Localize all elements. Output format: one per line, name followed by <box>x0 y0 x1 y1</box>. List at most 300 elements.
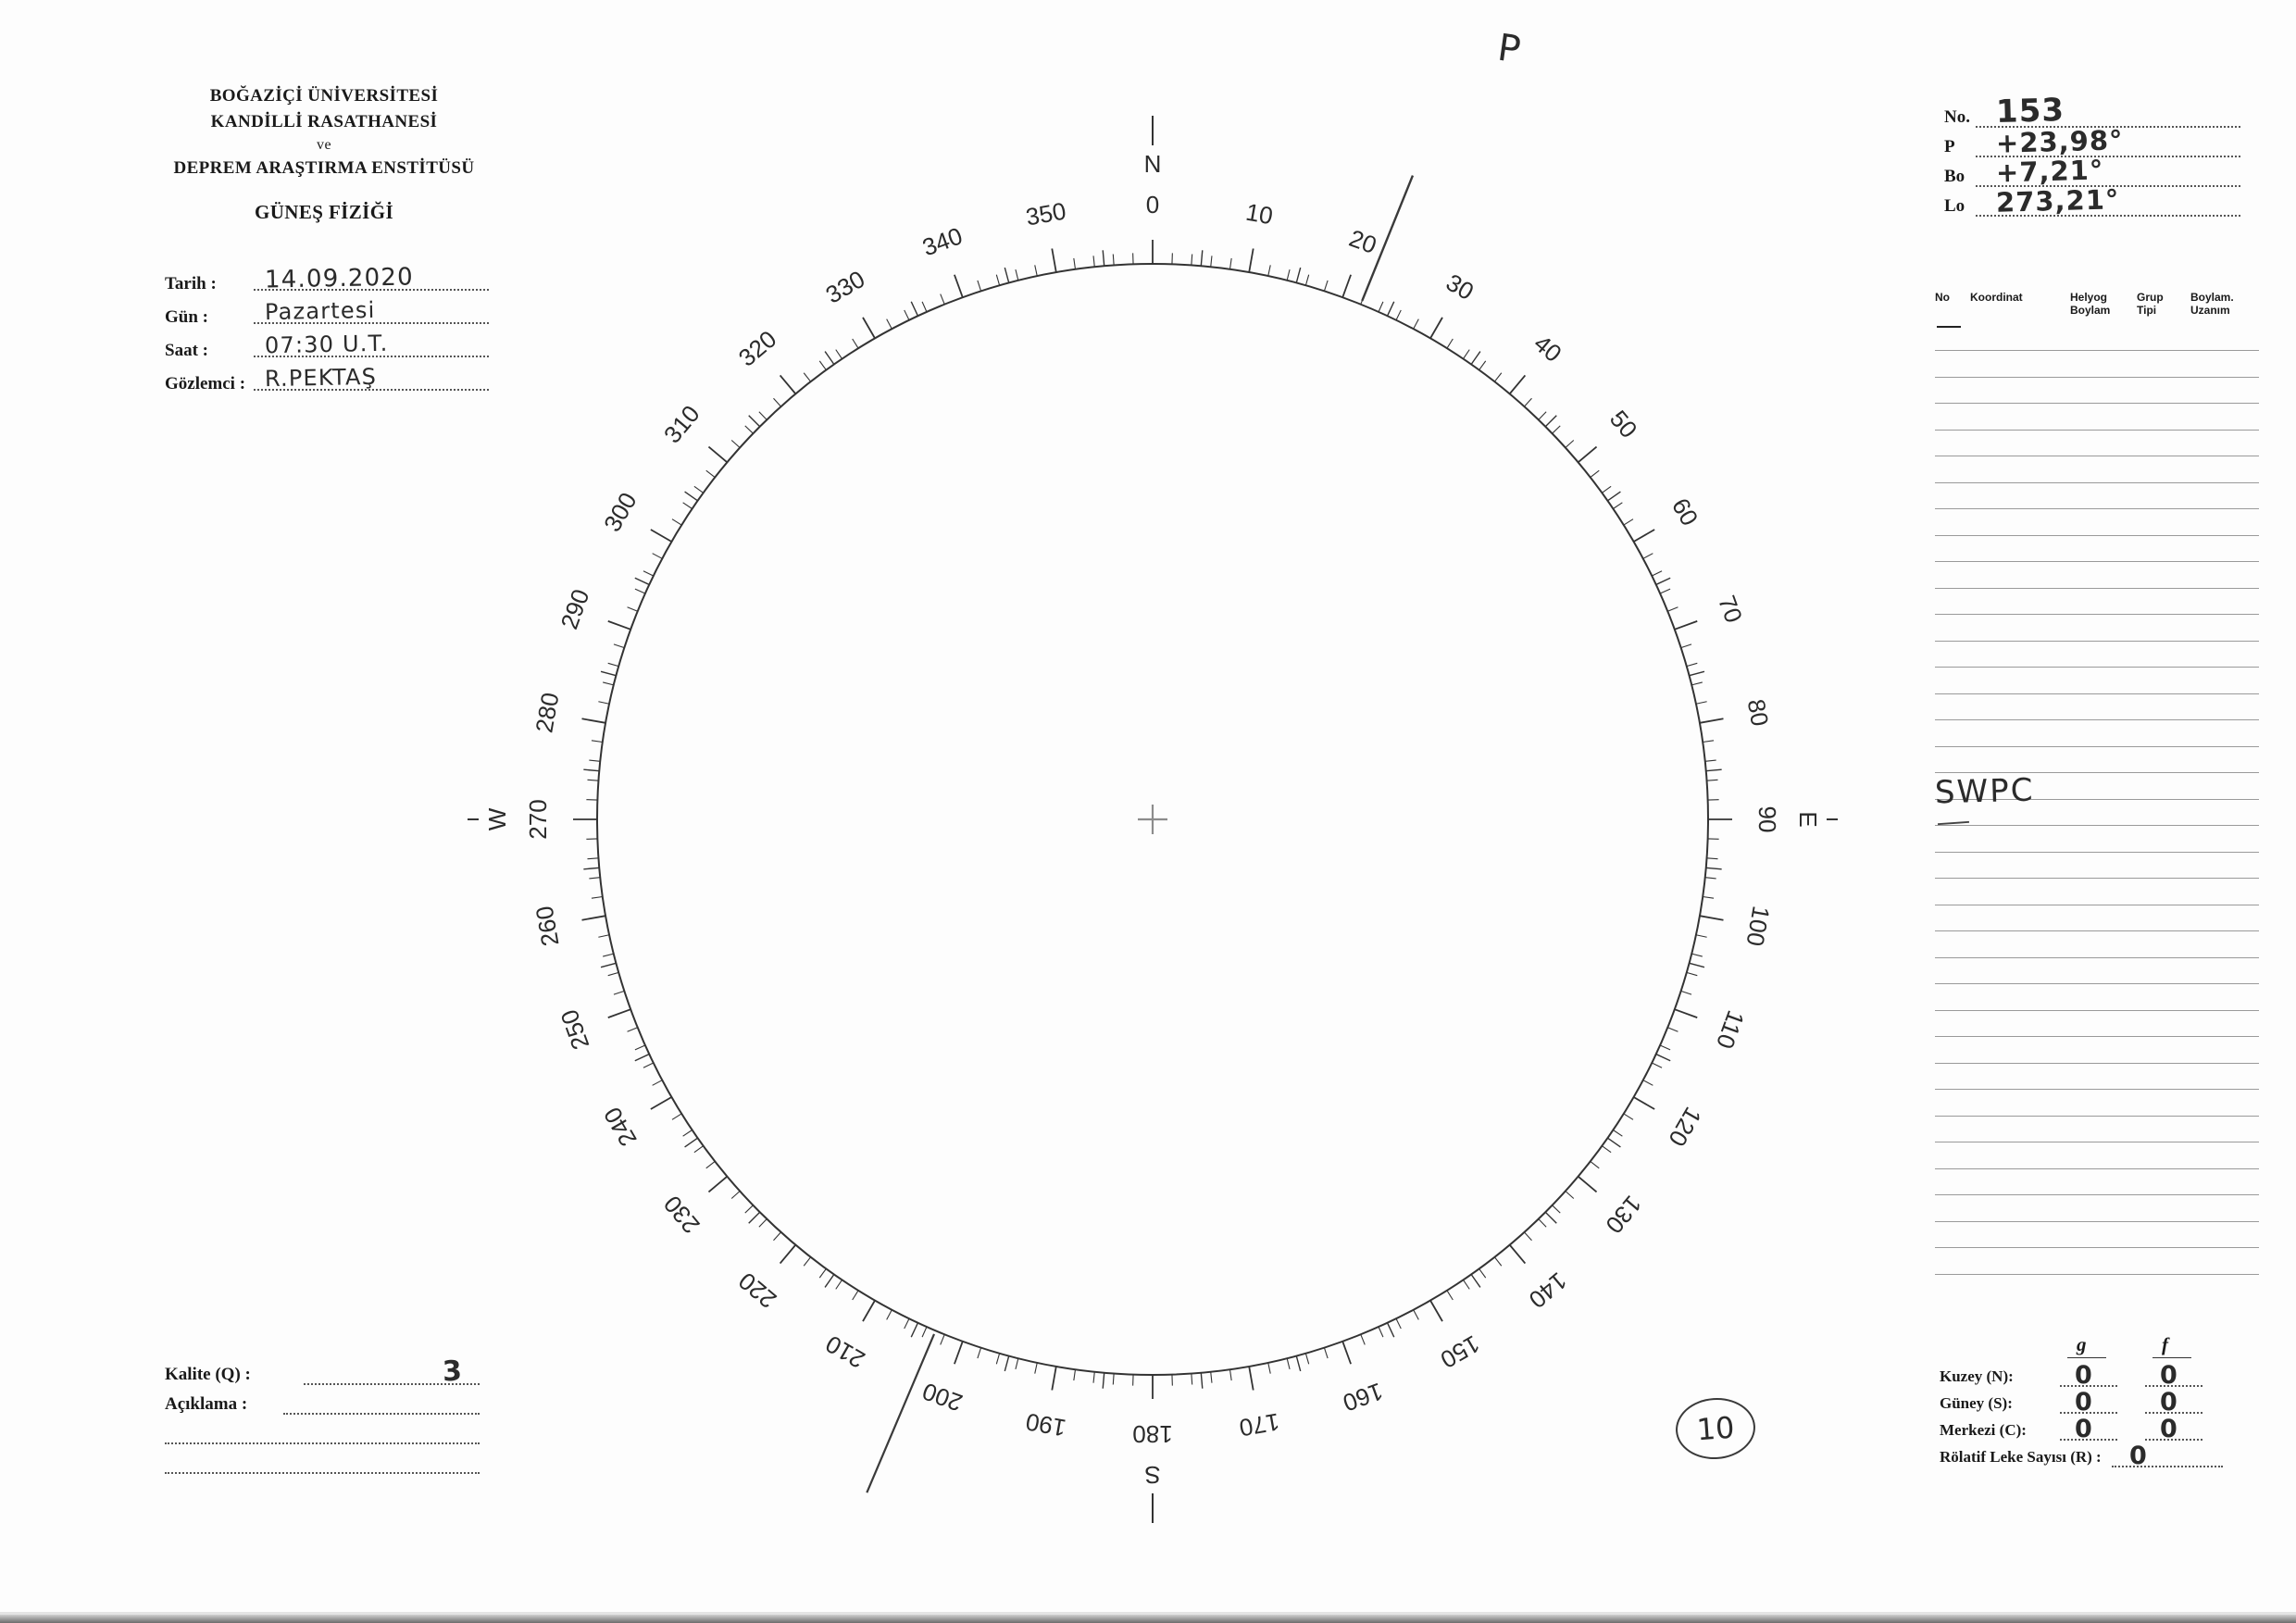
scale-tick <box>1471 1274 1480 1287</box>
scale-tick <box>1613 1130 1622 1137</box>
scale-tick <box>941 294 944 305</box>
scale-tick <box>1074 1369 1076 1380</box>
scale-tick <box>685 1138 698 1147</box>
scale-tick <box>804 1257 810 1266</box>
scale-tick <box>1652 1063 1662 1067</box>
scale-tick <box>1093 256 1094 267</box>
degree-label: 90 <box>1753 805 1782 833</box>
scale-tick <box>1379 1327 1383 1337</box>
scale-tick <box>887 319 892 330</box>
table-header-coordinate: Koordinat <box>1970 291 2023 304</box>
scale-tick <box>1249 1367 1254 1391</box>
scale-tick <box>1414 1310 1419 1320</box>
scale-tick <box>651 1097 672 1109</box>
table-row[interactable] <box>1935 826 2259 853</box>
count-row-center <box>1940 1415 2245 1445</box>
table-header-longitude-extent-line1: Boylam. <box>2190 291 2234 304</box>
scale-tick <box>1687 972 1698 975</box>
degree-label: 0 <box>1145 190 1160 218</box>
scale-tick <box>628 1028 638 1031</box>
scale-tick <box>1211 256 1212 267</box>
scale-tick <box>1652 571 1662 576</box>
table-row[interactable] <box>1935 456 2259 483</box>
scale-tick <box>685 492 698 501</box>
table-row[interactable] <box>1935 431 2259 457</box>
scale-tick <box>825 352 834 365</box>
count-header-g-underline <box>2067 1357 2106 1358</box>
scale-tick <box>708 447 727 463</box>
department-title: GÜNEŞ FİZİĞİ <box>254 200 394 223</box>
scale-tick <box>749 1212 760 1223</box>
scale-tick <box>1035 1363 1037 1374</box>
scale-tick <box>1494 373 1501 381</box>
scale-tick <box>1430 318 1442 339</box>
scale-tick <box>1388 1323 1394 1337</box>
scale-tick <box>1305 275 1308 286</box>
table-row[interactable] <box>1935 325 2259 352</box>
scale-tick <box>706 1161 715 1167</box>
count-row-relative <box>1940 1442 2245 1472</box>
scale-tick <box>1268 1363 1270 1374</box>
scale-tick <box>582 916 606 920</box>
scale-tick <box>1700 916 1724 920</box>
count-row-north-g-value[interactable]: 0 <box>2075 1361 2092 1390</box>
scale-tick <box>1696 935 1707 937</box>
scale-tick <box>1324 1348 1328 1358</box>
scale-tick <box>614 991 624 994</box>
scale-tick <box>608 621 630 630</box>
table-row[interactable] <box>1935 668 2259 694</box>
field-date-value[interactable]: 14.09.2020 <box>264 263 415 294</box>
count-header-f: f <box>2162 1333 2168 1355</box>
table-row[interactable] <box>1935 1037 2259 1064</box>
count-row-center-f-value[interactable]: 0 <box>2160 1415 2177 1443</box>
scale-tick <box>745 426 754 433</box>
scale-tick <box>1656 578 1670 584</box>
scale-tick <box>759 1219 767 1228</box>
table-row[interactable] <box>1935 905 2259 932</box>
scale-tick <box>1103 250 1104 266</box>
scale-tick <box>941 1334 944 1344</box>
table-header-heliographic-longitude-line2: Boylam <box>2070 303 2111 317</box>
table-row[interactable] <box>1935 1090 2259 1117</box>
scale-tick <box>643 571 654 576</box>
scale-tick <box>1494 1257 1501 1266</box>
field-time <box>165 330 489 368</box>
scale-tick <box>1464 1280 1470 1289</box>
quality-value[interactable]: 3 <box>442 1355 463 1389</box>
scale-tick <box>683 1130 693 1137</box>
degree-label: 120 <box>1663 1102 1707 1152</box>
scale-tick <box>598 702 609 704</box>
scale-tick <box>1510 1245 1526 1264</box>
count-row-center-label: Merkezi (C): <box>1940 1421 2027 1439</box>
scale-tick <box>1553 1205 1561 1213</box>
count-row-south <box>1940 1388 2245 1418</box>
institute-header <box>157 83 491 226</box>
scale-tick <box>651 530 672 542</box>
scale-tick <box>1113 1374 1114 1385</box>
table-row[interactable] <box>1935 931 2259 958</box>
scale-tick <box>1643 1080 1653 1086</box>
table-row[interactable] <box>1935 1117 2259 1143</box>
scale-tick <box>853 339 858 348</box>
count-header-g: g <box>2077 1333 2087 1355</box>
note-rule-2 <box>165 1442 480 1444</box>
degree-label: 40 <box>1529 329 1567 368</box>
institute-line-2: KANDİLLİ RASATHANESİ <box>210 111 438 131</box>
degree-label: 220 <box>732 1267 782 1315</box>
scale-tick <box>694 1146 704 1153</box>
scale-tick <box>905 1318 909 1329</box>
scale-tick <box>1660 589 1670 593</box>
scale-tick <box>759 412 767 420</box>
cardinal-north: N <box>1143 149 1162 178</box>
scale-tick <box>1230 258 1232 269</box>
degree-label: 280 <box>530 690 565 735</box>
scale-tick <box>825 1274 834 1287</box>
field-day-value[interactable]: Pazartesi <box>264 296 376 326</box>
scale-tick <box>887 1310 892 1320</box>
scale-tick <box>922 1327 927 1337</box>
scale-tick <box>708 1177 727 1192</box>
table-row[interactable] <box>1935 879 2259 905</box>
scale-tick <box>653 1080 663 1086</box>
scale-tick <box>592 741 603 743</box>
field-observer-value[interactable]: R.PEKTAŞ <box>264 363 378 393</box>
table-header-heliographic-longitude-line1: Helyog <box>2070 291 2108 304</box>
scale-tick <box>1591 470 1599 477</box>
degree-label: 200 <box>918 1377 967 1417</box>
param-no-value[interactable]: 153 <box>1995 92 2065 131</box>
scale-tick <box>1591 1161 1599 1167</box>
scale-tick <box>1447 1291 1453 1300</box>
scale-tick <box>1706 769 1722 770</box>
field-day-label: Gün : <box>165 307 208 327</box>
scale-tick <box>773 398 780 406</box>
table-row[interactable] <box>1935 589 2259 616</box>
degree-label: 130 <box>1600 1190 1648 1240</box>
scale-tick <box>819 1268 826 1278</box>
scale-tick <box>1634 1097 1655 1109</box>
scale-tick <box>996 275 999 286</box>
scale-tick <box>589 760 600 761</box>
degree-label: 150 <box>1435 1330 1485 1374</box>
degree-label: 70 <box>1713 592 1749 627</box>
table-row[interactable] <box>1935 404 2259 431</box>
count-row-north <box>1940 1361 2245 1392</box>
scale-tick <box>628 607 638 611</box>
scale-tick <box>773 1232 780 1241</box>
note-row-2 <box>165 1420 480 1450</box>
scale-tick <box>1691 954 1703 956</box>
scale-tick <box>1624 1114 1633 1119</box>
table-row[interactable] <box>1935 509 2259 536</box>
degree-label: 140 <box>1523 1267 1573 1315</box>
scale-tick <box>1675 621 1697 630</box>
scale-tick <box>731 1191 740 1198</box>
scale-tick <box>603 682 614 685</box>
circled-number-mark: 10 <box>1674 1395 1757 1462</box>
scale-tick <box>1634 530 1655 542</box>
scale-tick <box>601 671 616 675</box>
scale-tick <box>643 1063 654 1067</box>
scale-tick <box>1230 1369 1232 1380</box>
table-row[interactable] <box>1935 615 2259 642</box>
table-row[interactable] <box>1935 694 2259 721</box>
scale-tick <box>1201 1373 1202 1389</box>
scale-tick <box>1578 447 1597 463</box>
spot-count-block <box>1940 1333 2245 1472</box>
scale-tick <box>1675 1009 1697 1017</box>
scale-tick <box>1696 702 1707 704</box>
count-row-relative-value[interactable]: 0 <box>2129 1442 2147 1470</box>
table-header-row <box>1935 292 2259 323</box>
quality-row <box>165 1355 480 1391</box>
degree-label: 270 <box>523 799 552 840</box>
scale-tick <box>905 310 909 320</box>
cardinal-south: S <box>1144 1461 1161 1490</box>
solar-disk-diagram <box>468 88 1838 1542</box>
scale-tick <box>603 954 614 956</box>
scale-tick <box>1016 1358 1018 1369</box>
scale-tick <box>1296 268 1300 282</box>
table-row[interactable] <box>1935 351 2259 378</box>
scale-tick <box>1539 412 1546 420</box>
scale-tick <box>635 1045 645 1050</box>
scale-tick <box>635 1055 649 1061</box>
scale-tick <box>683 503 693 509</box>
scale-tick <box>731 440 740 447</box>
scale-tick <box>598 935 609 937</box>
degree-label: 100 <box>1741 904 1776 949</box>
count-row-center-g-value[interactable]: 0 <box>2075 1415 2092 1443</box>
table-annotation-swpc: SWPC <box>1934 771 2035 812</box>
degree-label: 60 <box>1666 493 1704 531</box>
param-lo-value[interactable]: 273,21° <box>1995 183 2120 218</box>
param-lo <box>1944 183 2240 222</box>
scale-tick <box>1479 361 1486 370</box>
scale-tick <box>1667 1028 1678 1031</box>
scale-tick <box>1342 1342 1351 1364</box>
scale-tick <box>1388 302 1394 316</box>
count-row-relative-label: Rölatif Leke Sayısı (R) : <box>1940 1448 2102 1466</box>
scale-tick <box>1004 1356 1008 1371</box>
scale-tick <box>922 302 927 312</box>
field-date <box>165 263 489 302</box>
degree-label: 10 <box>1243 197 1276 231</box>
scale-tick <box>1379 302 1383 312</box>
table-header-heliographic-longitude <box>2070 292 2137 318</box>
table-row[interactable] <box>1935 1011 2259 1038</box>
scale-tick <box>1447 339 1453 348</box>
note-rule-3 <box>165 1472 480 1474</box>
table-row[interactable] <box>1935 1064 2259 1091</box>
scale-tick <box>1287 269 1290 281</box>
scale-tick <box>911 1323 917 1337</box>
scale-tick <box>694 486 704 493</box>
degree-label: 110 <box>1710 1006 1751 1053</box>
scan-edge-dark <box>0 1615 2296 1623</box>
table-row[interactable] <box>1935 853 2259 880</box>
scale-tick <box>1396 310 1401 320</box>
table-row[interactable] <box>1935 1195 2259 1222</box>
scale-tick <box>601 963 616 967</box>
field-observer <box>165 363 489 402</box>
param-p-value[interactable]: +23,98° <box>1995 124 2124 159</box>
scale-tick <box>1249 249 1254 273</box>
degree-label: 300 <box>598 487 643 537</box>
scale-tick <box>587 858 598 859</box>
scale-tick <box>582 718 606 723</box>
scale-tick <box>1296 1356 1300 1371</box>
scale-tick <box>1464 350 1470 359</box>
table-row[interactable] <box>1935 536 2259 563</box>
scale-tick <box>1396 1318 1401 1329</box>
scale-tick <box>706 470 715 477</box>
degree-label: 210 <box>820 1330 870 1374</box>
scale-tick <box>608 663 619 666</box>
scale-tick <box>1016 269 1018 281</box>
table-row[interactable] <box>1935 562 2259 589</box>
table-first-row-dash <box>1937 326 1961 328</box>
degree-label: 190 <box>1023 1407 1068 1442</box>
note-row-3 <box>165 1450 480 1479</box>
scale-tick <box>1052 1367 1056 1391</box>
scale-tick <box>955 275 963 297</box>
count-row-relative-rule <box>2112 1466 2223 1467</box>
degree-label: 160 <box>1339 1377 1387 1417</box>
field-time-label: Saat : <box>165 341 208 360</box>
scale-tick <box>996 1354 999 1365</box>
scale-tick <box>780 1245 796 1264</box>
scale-tick <box>1268 265 1270 276</box>
note-rule-1 <box>283 1413 480 1415</box>
scale-tick <box>672 519 681 525</box>
scale-tick <box>1324 281 1328 291</box>
count-row-north-f-value[interactable]: 0 <box>2160 1361 2177 1390</box>
institute-line-3: ve <box>317 137 331 154</box>
table-row[interactable] <box>1935 483 2259 510</box>
count-row-south-label: Güney (S): <box>1940 1394 2013 1412</box>
degree-label: 180 <box>1132 1420 1173 1449</box>
table-header-group-type-line2: Tipi <box>2137 303 2157 317</box>
table-header-longitude-extent-line2: Uzanım <box>2190 303 2230 317</box>
table-row[interactable] <box>1935 984 2259 1011</box>
scale-tick <box>672 1114 681 1119</box>
scale-tick <box>1201 250 1202 266</box>
scale-tick <box>1566 440 1574 447</box>
scale-tick <box>978 281 981 291</box>
scale-tick <box>1707 858 1718 859</box>
scale-tick <box>1667 607 1678 611</box>
scale-tick <box>589 878 600 879</box>
table-row[interactable] <box>1935 378 2259 405</box>
scale-tick <box>1113 254 1114 265</box>
scale-tick <box>1305 1354 1308 1365</box>
table-header-longitude-extent <box>2190 292 2255 318</box>
degree-label: 310 <box>657 399 705 449</box>
quality-label: Kalite (Q) : <box>165 1365 251 1384</box>
scale-tick <box>1607 1138 1620 1147</box>
scale-tick <box>1687 663 1698 666</box>
param-lo-label: Lo <box>1944 196 1965 216</box>
scale-tick <box>1705 878 1716 879</box>
scale-tick <box>1602 486 1611 493</box>
institute-line-1: BOĞAZİÇİ ÜNİVERSİTESİ <box>209 86 439 106</box>
scale-tick <box>1093 1372 1094 1383</box>
scale-tick <box>1681 644 1691 648</box>
table-header-no: No <box>1935 291 1950 304</box>
degree-scale-svg <box>468 88 1838 1542</box>
table-row[interactable] <box>1935 1222 2259 1249</box>
table-row[interactable] <box>1935 1169 2259 1196</box>
scale-tick <box>592 897 603 899</box>
table-row[interactable] <box>1935 1248 2259 1275</box>
degree-label: 320 <box>732 324 782 372</box>
scale-tick <box>1690 671 1704 675</box>
table-row[interactable] <box>1935 720 2259 747</box>
degree-label: 250 <box>555 1005 595 1054</box>
field-observer-label: Gözlemci : <box>165 374 246 393</box>
scale-tick <box>1539 1219 1546 1228</box>
quality-block <box>165 1355 480 1479</box>
param-bo-value[interactable]: +7,21° <box>1995 154 2104 189</box>
table-row[interactable] <box>1935 1142 2259 1169</box>
degree-label: 340 <box>918 221 967 262</box>
scale-tick <box>836 350 842 359</box>
scale-tick <box>1103 1373 1104 1389</box>
scale-tick <box>819 361 826 370</box>
institute-line-4: DEPREM ARAŞTIRMA ENSTİTÜSÜ <box>173 158 475 179</box>
degree-label: 170 <box>1237 1407 1282 1442</box>
scale-tick <box>1004 268 1008 282</box>
cardinal-east: E <box>1794 811 1823 828</box>
scale-tick <box>583 769 599 770</box>
scale-tick <box>836 1280 842 1289</box>
scale-tick <box>1545 1212 1556 1223</box>
table-row[interactable] <box>1935 747 2259 774</box>
scale-tick <box>608 1009 630 1017</box>
field-day <box>165 296 489 335</box>
field-time-value[interactable]: 07:30 U.T. <box>264 330 389 359</box>
degree-label: 20 <box>1345 223 1380 259</box>
handwritten-p-marker: P <box>1494 26 1524 72</box>
scale-tick <box>1700 718 1724 723</box>
degree-label: 30 <box>1441 268 1479 306</box>
scale-tick <box>780 375 796 393</box>
table-row[interactable] <box>1935 642 2259 668</box>
table-header-group-type <box>2137 292 2190 318</box>
note-label: Açıklama : <box>165 1394 248 1414</box>
table-row[interactable] <box>1935 958 2259 985</box>
scale-tick <box>635 578 649 584</box>
count-row-south-f-value[interactable]: 0 <box>2160 1388 2177 1417</box>
scale-tick <box>749 416 760 427</box>
scale-tick <box>1578 1177 1597 1192</box>
scale-tick <box>1660 1045 1670 1050</box>
degree-label: 350 <box>1023 196 1068 231</box>
scale-tick <box>1545 416 1556 427</box>
scale-tick <box>1613 503 1622 509</box>
scale-tick <box>853 1291 858 1300</box>
param-p-label: P <box>1944 137 1955 156</box>
count-row-south-g-value[interactable]: 0 <box>2075 1388 2092 1417</box>
scale-tick <box>1035 265 1037 276</box>
scale-tick <box>1705 760 1716 761</box>
scale-tick <box>1703 897 1714 899</box>
degree-label: 230 <box>657 1190 705 1240</box>
